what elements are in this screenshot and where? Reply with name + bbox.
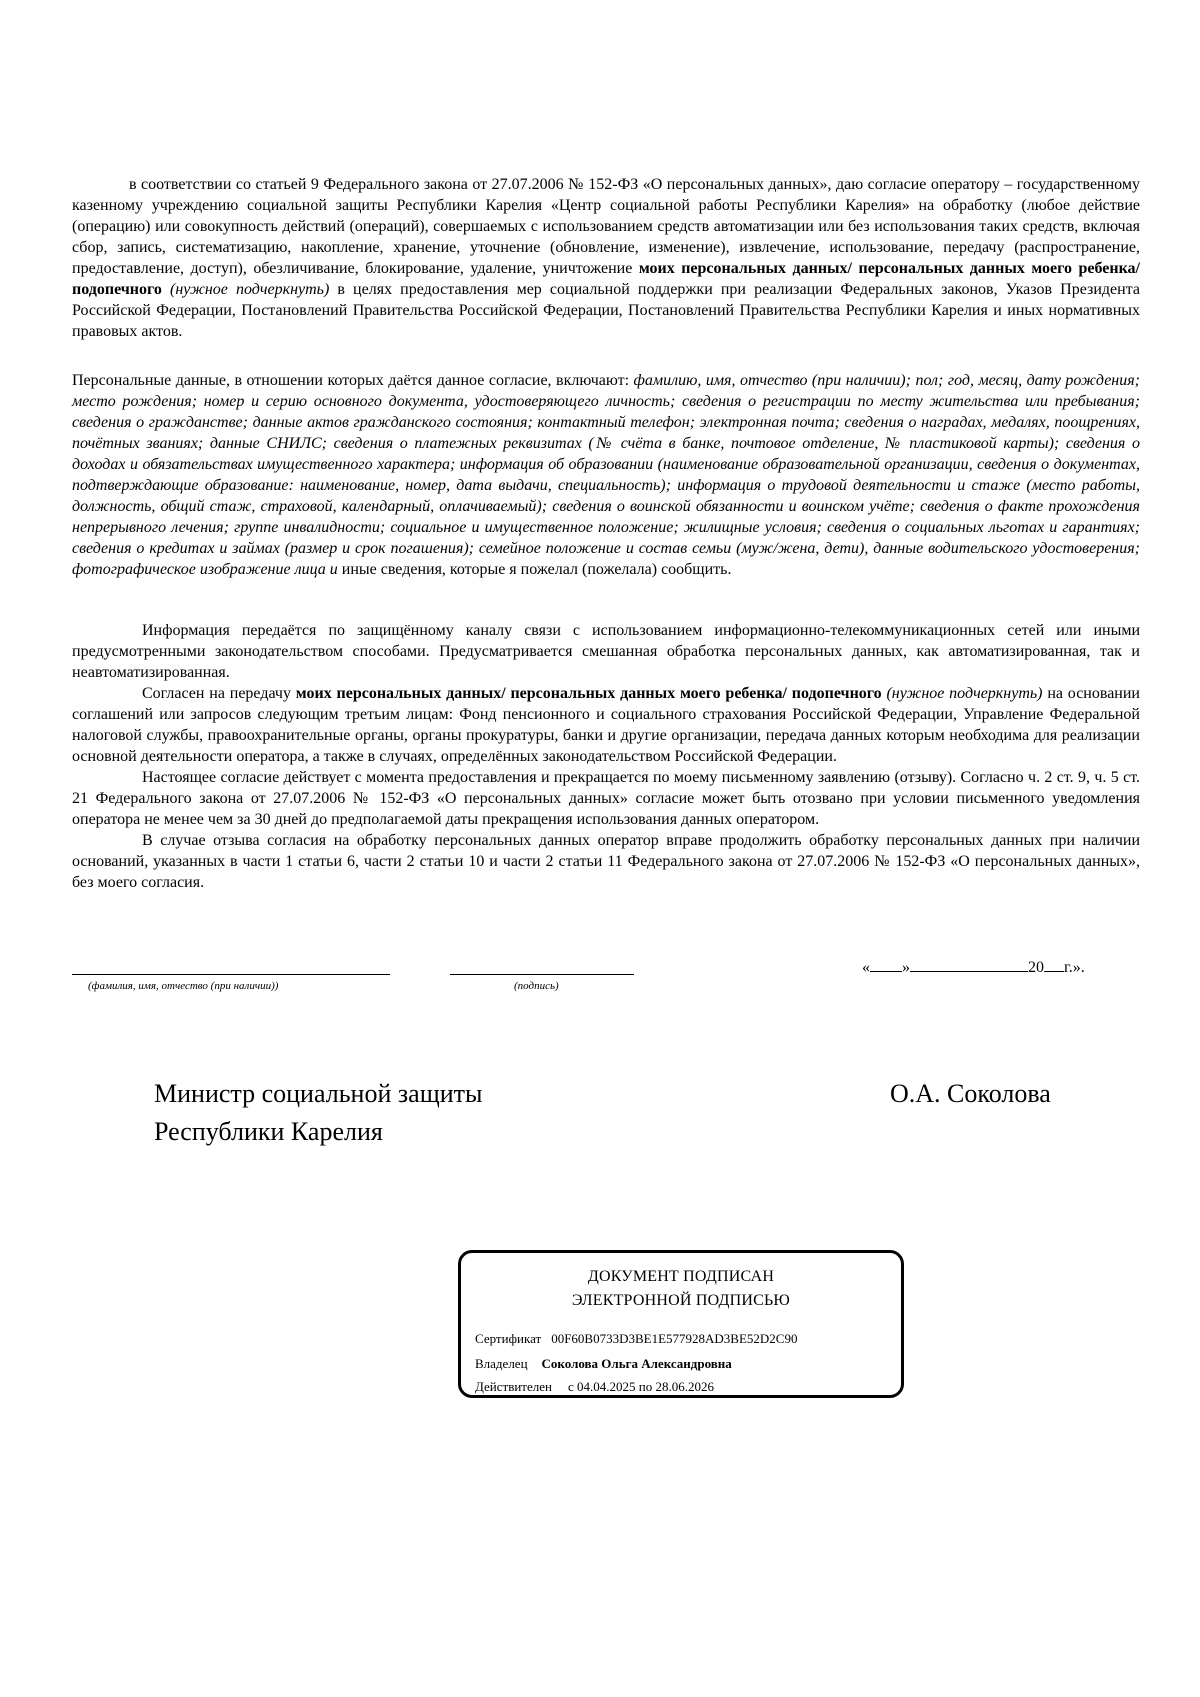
stamp-title [461,1265,901,1313]
minister-title [154,1075,482,1151]
date-line [862,957,1142,977]
signature-caption: (подпись) [514,980,559,992]
date-year-prefix: 20 [1028,959,1044,976]
date-day-blank [870,957,902,972]
stamp-title-line-1: ДОКУМЕНТ ПОДПИСАН [587,1268,775,1285]
stamp-valid-row [475,1379,714,1395]
minister-title-line-1: Министр социальной защиты [154,1079,483,1108]
consent-paragraph-1 [72,174,1140,342]
consent-p1-italic: (нужное подчеркнуть) [161,281,330,298]
fio-caption: (фамилия, имя, отчество (при наличии)) [88,980,279,992]
date-open-quote: « [862,959,870,976]
consent-p3: Информация передаётся по защищённому каналу связи с использованием информационно-телекоммуникационных сетей или иными предусмотренными законодательством способами. Предусматривается смешанная обработка персональных данных, как автоматизированная, так и неавтоматизированная. [72,622,1140,681]
consent-paragraph-2 [72,370,1140,580]
date-month-blank [910,957,1028,972]
consent-p2-italic: фамилию, имя, отчество (при наличии); пол; год, месяц, дату рождения; место рождения; номер и серию основного документа, удостоверяющего личность; сведения о регистрации по месту жительства или пребывания; сведения о гражданстве; данные актов гражданского состояния; контактный телефон; электронная почта; сведения о наградах, медалях, поощрениях, почётных званиях; данные СНИЛС; сведения о платежных реквизитах (№ счёта в банке, почтовое отделение, № пластиковой карты); сведения о доходах и обязательствах имущественного характера; информация об образовании (наименование образовательной организации, сведения о документах, подтверждающие образование: наименование, номер, дата выдачи, специальность); информация о трудовой деятельности и стаже (место работы, должность, общий стаж, страховой, календарный, оплачиваемый); сведения о воинской обязанности и воинском учёте; сведения о факте прохождения непрерывного лечения; группе инвалидности; социальное и имущественное положение; жилищные условия; сведения о социальных льготах и гарантиях; сведения о кредитах и займах (размер и срок погашения); семейное положение и состав семьи (муж/жена, дети), данные водительского удостоверения; фотографическое изображение лица и [72,372,1141,578]
stamp-valid-label: Действителен [475,1379,552,1394]
consent-p1-text-b: в целях предоставления мер социальной поддержки при реализации Федеральных законов, Указов Президента Российской Федерации, Постановлений Правительства Российской Федерации, Постановлений Правительства Республики Карелия и иных нормативных правовых актов. [72,281,1140,340]
minister-name: О.А. Соколова [890,1079,1051,1108]
consent-paragraph-4 [72,683,1140,767]
consent-p4-text-b: на основании соглашений или запросов следующим третьим лицам: Фонд пенсионного и социального страхования Российской Федерации, Управление Федеральной налоговой службы, правоохранительные органы, органы прокуратуры, банки и другие организации, передача данных которым необходима для реализации основной деятельности оператора, а также в случаях, определённых законодательством Российской Федерации. [72,685,1140,765]
consent-p4-bold: моих персональных данных/ персональных данных моего ребенка/ подопечного [295,685,882,702]
consent-p4-text-a: Согласен на передачу [142,685,296,702]
stamp-valid-value: с 04.04.2025 по 28.06.2026 [567,1379,714,1394]
stamp-cert-row [475,1331,797,1347]
stamp-title-line-2: ЭЛЕКТРОННОЙ ПОДПИСЬЮ [571,1292,791,1309]
consent-paragraphs-rest [72,620,1140,893]
stamp-cert-label: Сертификат [475,1331,542,1346]
consent-p1-text-a: в соответствии со статьей 9 Федерального закона от 27.07.2006 № 152-ФЗ «О персональных данных», даю согласие оператору – государственному казенному учреждению социальной защиты Республики Карелия «Центр социальной работы Республики Карелия» на обработку (любое действие (операцию) или совокупность действий (операций), совершаемых с использованием средств автоматизации или без использования таких средств, включая сбор, запись, систематизацию, накопление, хранение, уточнение (обновление, изменение), извлечение, использование, передачу (распространение, предоставление, доступ), обезличивание, блокирование, удаление, уничтожение [72,176,1140,277]
consent-p4-italic: (нужное подчеркнуть) [881,685,1043,702]
consent-p1-bold: моих персональных данных/ персональных данных моего ребенка/ подопечного [72,260,1140,298]
consent-p2-text-a: Персональные данные, в отношении которых даётся данное согласие, включают: [72,372,634,389]
stamp-owner-value: Соколова Ольга Александровна [541,1356,732,1371]
date-year-blank [1044,957,1064,972]
stamp-owner-row [475,1356,732,1372]
fio-line [72,974,390,975]
consent-p2-text-b: иные сведения, которые я пожелал (пожелала) сообщить. [337,561,732,578]
date-suffix: г.». [1064,959,1085,976]
minister-title-line-2: Республики Карелия [154,1117,383,1146]
consent-p6: В случае отзыва согласия на обработку персональных данных оператор вправе продолжить обработку персональных данных при наличии оснований, указанных в части 1 статьи 6, части 2 статьи 10 и части 2 статьи 11 Федерального закона от 27.07.2006 № 152-ФЗ «О персональных данных», без моего согласия. [72,832,1140,891]
consent-p5: Настоящее согласие действует с момента предоставления и прекращается по моему письменному заявлению (отзыву). Согласно ч. 2 ст. 9, ч. 5 ст. 21 Федерального закона от 27.07.2006 № 152-ФЗ «О персональных данных» согласие может быть отозвано при условии письменного уведомления оператора не менее чем за 30 дней до предполагаемой даты прекращения использования данных оператором. [72,769,1140,828]
date-close-quote: » [902,959,910,976]
e-signature-stamp [458,1250,904,1398]
signature-line [450,974,634,975]
stamp-cert-value: 00F60B0733D3BE1E577928AD3BE52D2C90 [551,1331,798,1346]
stamp-owner-label: Владелец [475,1356,528,1371]
